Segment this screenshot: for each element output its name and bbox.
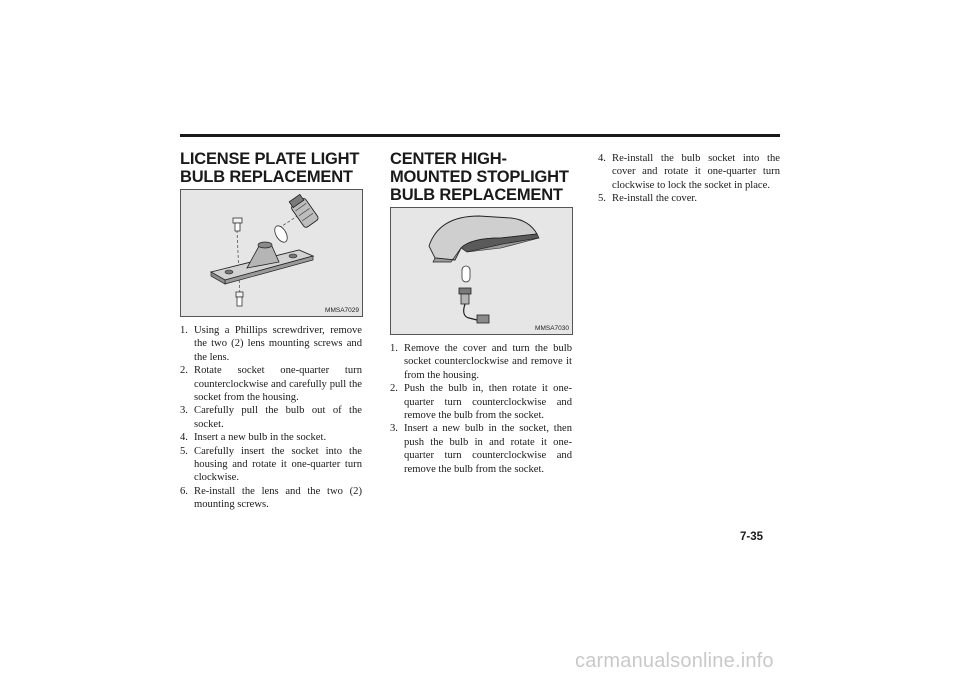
screw-top [233, 218, 242, 231]
figure-code: MMSA7030 [535, 325, 569, 332]
license-plate-section [180, 150, 362, 512]
list-item: 1. Remove the cover and turn the bulb socket counterclockwise and remove it from the housing. [390, 343, 572, 381]
watermark: carmanualsonline.info [575, 650, 774, 672]
list-item: 1. Using a Phillips screwdriver, remove the two (2) lens mounting screws and the lens. [180, 325, 362, 363]
section-title: CENTER HIGH-MOUNTED STOPLIGHT BULB REPLACEMENT [390, 150, 569, 204]
list-item: 4. Insert a new bulb in the socket. [180, 432, 327, 444]
stoplight-section [390, 150, 572, 476]
stoplight-cover [429, 216, 539, 262]
bulb [462, 266, 470, 282]
list-item: 2. Rotate socket one-quarter turn counterclockwise and carefully pull the socket from the housing. [180, 365, 362, 404]
stoplight-continued [598, 152, 780, 206]
list-item: 6. Re-install the lens and the two (2) mounting screws. [180, 485, 362, 511]
steps-list [180, 324, 362, 512]
lens-housing [211, 242, 313, 284]
list-item: 3. Insert a new bulb in the socket, then push the bulb in and rotate it one-quarter turn counterclockwise and remove the bulb from the socket. [390, 423, 572, 475]
header-rule [180, 134, 780, 137]
list-item: 5. Re-install the cover. [598, 193, 698, 205]
steps-list [390, 342, 572, 476]
page-number: 7-35 [740, 531, 764, 543]
socket [288, 193, 320, 228]
screw-bottom [236, 292, 243, 306]
socket [459, 288, 471, 304]
stoplight-figure [390, 207, 573, 335]
license-plate-illustration [181, 190, 362, 316]
list-item: 4. Re-install the bulb socket into the cover and rotate it one-quarter turn clockwise to lock the socket in place. [598, 153, 780, 191]
connector [477, 315, 489, 323]
steps-list [598, 152, 780, 206]
figure-code: MMSA7029 [325, 307, 359, 314]
stoplight-illustration [391, 208, 572, 334]
list-item: 5. Carefully insert the socket into the housing and rotate it one-quarter turn clockwise. [180, 445, 362, 484]
section-title: LICENSE PLATE LIGHT BULB REPLACEMENT [180, 150, 360, 186]
license-plate-figure [180, 189, 363, 317]
list-item: 3. Carefully pull the bulb out of the socket. [180, 405, 362, 430]
list-item: 2. Push the bulb in, then rotate it one-quarter turn counterclockwise and remove the bulb from the socket. [390, 383, 572, 422]
